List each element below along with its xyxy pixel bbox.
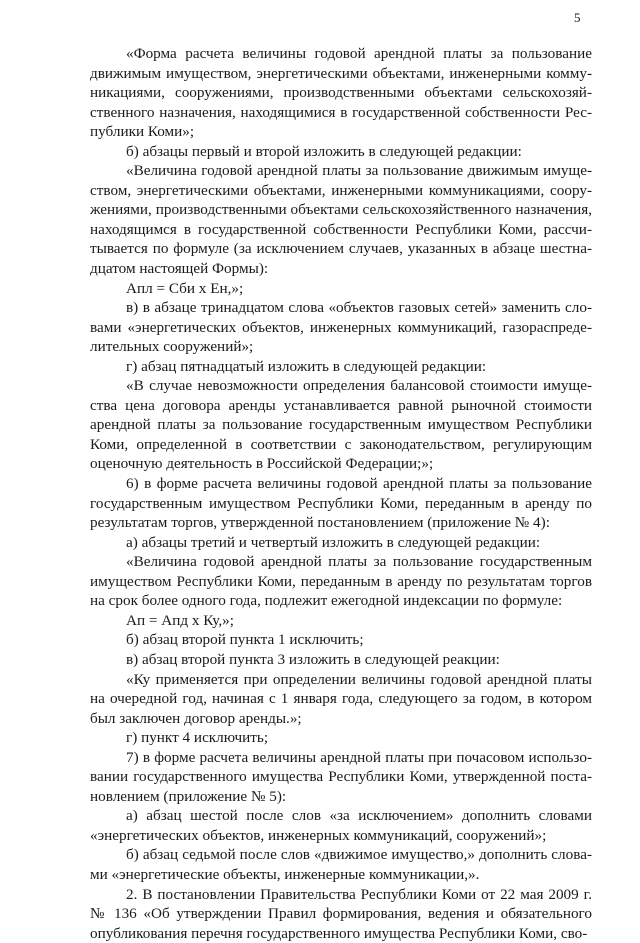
- paragraph-item-v-2: в) абзац второй пункта 3 изложить в следующей реакции:: [126, 650, 500, 668]
- paragraph-form-title: «Форма расчета величины годовой арендной платы за пользование движимым имуществом, энергетическими объектами, инженерными коммуникациями, сооружениями, производственными объектами сельскохозяйственного назначения, находящимися в государственной собственности Республики Коми»;: [90, 45, 592, 141]
- paragraph-section-2: 2. В постановлении Правительства Республики Коми от 22 мая 2009 г. № 136 «Об утверждении Правил формирования, ведения и обязательного опубликования перечня государственного имущества Республики Коми, сво-: [90, 885, 592, 942]
- paragraph-item-a: а) абзацы третий и четвертый изложить в следующей редакции:: [126, 533, 541, 551]
- page-number: 5: [574, 10, 581, 25]
- paragraph-item-6: 6) в форме расчета величины годовой арендной платы за пользование государственным имуществом Республики Коми, переданным в аренду по результатам торгов, утвержденной постановлением (приложение № 4):: [90, 475, 592, 532]
- document-body: [90, 44, 592, 943]
- paragraph-formula-ap: Ап = Апд х Ку,»;: [126, 611, 234, 629]
- paragraph-item-b-2: б) абзац второй пункта 1 исключить;: [126, 631, 364, 649]
- paragraph-item-g-2: г) пункт 4 исключить;: [126, 729, 269, 747]
- paragraph-quote-annual-rent: «Величина годовой арендной платы за пользование движимым имуществом, энергетическими объектами, инженерными коммуникациями, сооружениями, производственными объектами сельскохозяйственного назначения, находящимся в государственной собственности Республики Коми, рассчитывается по формуле (за исключением случаев, указанных в абзаце шестнадцатом настоящей Формы):: [90, 162, 592, 278]
- paragraph-item-g: г) абзац пятнадцатый изложить в следующей редакции:: [126, 357, 487, 375]
- paragraph-formula-apl: Апл = Сби х Ен,»;: [126, 279, 244, 297]
- paragraph-quote-balance-value: «В случае невозможности определения балансовой стоимости имущества цена договора аренды устанавливается равной рыночной стоимости арендной платы за пользование государственным имуществом Республики Коми, определенной в соответствии с законодательством, регулирующим оценочную деятельность в Российской Федерации;»;: [90, 377, 592, 473]
- paragraph-item-a-2: а) абзац шестой после слов «за исключением» дополнить словами «энергетических объектов, инженерных коммуникаций, сооружений»;: [90, 807, 592, 844]
- paragraph-quote-indexation: «Величина годовой арендной платы за пользование государственным имуществом Республики Коми, переданным в аренду по результатам торгов на срок более одного года, подлежит ежегодной индексации по формуле:: [90, 553, 592, 610]
- paragraph-item-b: б) абзацы первый и второй изложить в следующей редакции:: [126, 142, 522, 160]
- paragraph-item-v: в) в абзаце тринадцатом слова «объектов газовых сетей» заменить словами «энергетических объектов, инженерных коммуникаций, газораспределительных сооружений»;: [90, 299, 592, 356]
- paragraph-item-7: 7) в форме расчета величины арендной платы при почасовом использовании государственного имущества Республики Коми, утвержденной постановлением (приложение № 5):: [90, 748, 592, 805]
- paragraph-item-b-3: б) абзац седьмой после слов «движимое имущество,» дополнить словами «энергетические объекты, инженерные коммуникации,».: [90, 846, 592, 883]
- paragraph-quote-ku: «Ку применяется при определении величины годовой арендной платы на очередной год, начиная с 1 января года, следующего за годом, в котором был заключен договор аренды.»;: [90, 670, 592, 727]
